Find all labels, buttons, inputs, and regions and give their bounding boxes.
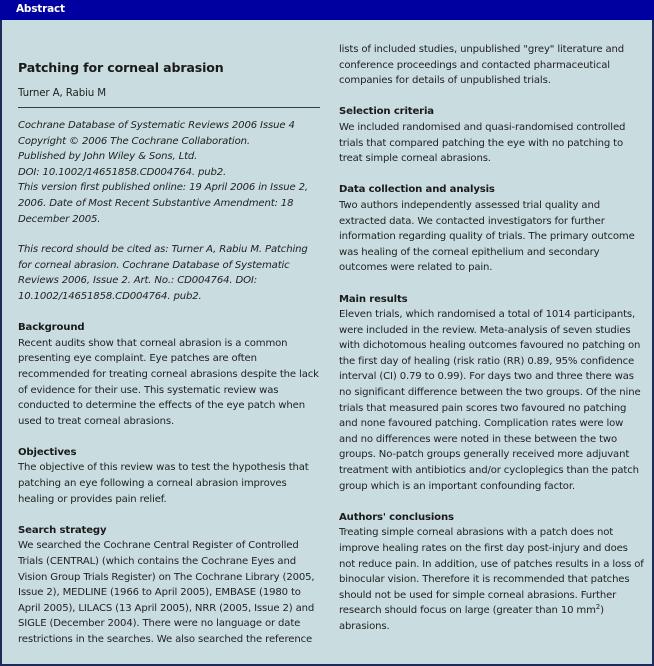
section-background	[18, 320, 320, 429]
citation-doi: DOI: 10.1002/14651858.CD004764. pub2.	[18, 166, 227, 178]
left-column	[18, 42, 320, 648]
article-authors: Turner A, Rabiu M	[18, 86, 320, 108]
section-objectives	[18, 445, 320, 507]
abstract-panel	[0, 20, 654, 666]
conclusions-heading: Authors' conclusions	[339, 511, 454, 523]
data-collection-heading: Data collection and analysis	[339, 184, 495, 196]
cite-as-note: This record should be cited as: Turner A, Rabiu M. Patching for corneal abrasion. Cochrane Database of Systematic Reviews 2006, Issue 2. Art. No.: CD004764. DOI: 10.1002/14651858.CD004764. pub2.	[18, 244, 308, 302]
section-search-strategy	[18, 523, 320, 648]
search-strategy-text-part1: We searched the Cochrane Central Register of Controlled Trials (CENTRAL) (which contains the Cochrane Eyes and Vision Group Trials Register) on The Cochrane Library (2005, Issue 2), MEDLINE (1966 to April 2005), EMBASE (1980 to April 2005), LILACS (13 April 2005), NRR (2005, Issue 2) and SIGLE (December 2004). There were no language or date restrictions in the searches. We also searched the reference	[18, 540, 315, 645]
selection-criteria-text: We included randomised and quasi-randomised controlled trials that compared patching the eye with no patching to treat simple corneal abrasions.	[339, 121, 626, 165]
search-strategy-heading: Search strategy	[18, 524, 107, 536]
selection-criteria-heading: Selection criteria	[339, 106, 434, 118]
citation-journal: Cochrane Database of Systematic Reviews 2006 Issue 4	[18, 120, 295, 131]
search-strategy-text-part2: lists of included studies, unpublished "grey" literature and conference proceedings and contacted pharmaceutical companies for details of unpublished trials.	[339, 44, 625, 87]
citation-copyright: Copyright © 2006 The Cochrane Collaboration.	[18, 135, 250, 147]
section-authors-conclusions	[339, 510, 644, 635]
section-selection-criteria	[339, 104, 644, 166]
citation-publisher: Published by John Wiley & Sons, Ltd.	[18, 151, 198, 163]
abstract-header-title: Abstract	[16, 3, 65, 15]
citation-block	[18, 118, 320, 227]
objectives-text: The objective of this review was to test the hypothesis that patching an eye following a corneal abrasion improves healing or provides pain relief.	[18, 462, 309, 505]
objectives-heading: Objectives	[18, 446, 77, 458]
abstract-header-bar	[0, 0, 654, 20]
section-main-results	[339, 292, 644, 495]
background-heading: Background	[18, 322, 85, 334]
main-results-heading: Main results	[339, 293, 408, 305]
data-collection-text: Two authors independently assessed trial quality and extracted data. We contacted investigators for further information regarding quality of trials. The primary outcome was healing of the corneal epithelium and secondary outcomes were related to pain.	[339, 199, 635, 274]
article-title: Patching for corneal abrasion	[18, 60, 224, 75]
citation-version-history: This version first published online: 19 April 2006 in Issue 2, 2006. Date of Most Recent Substantive Amendment: 18 December 2005.	[18, 182, 308, 225]
conclusions-text-end: ) abrasions.	[339, 605, 604, 632]
right-column	[339, 42, 644, 635]
conclusions-text-main: Treating simple corneal abrasions with a patch does not improve healing rates on the first day post-injury and does not reduce pain. In addition, use of patches results in a loss of binocular vision. Therefore it is recommended that patches should not be used for simple corneal abrasions. Further research should focus on large (greater than 10 mm	[339, 527, 644, 617]
section-data-collection	[339, 182, 644, 276]
main-results-text: Eleven trials, which randomised a total of 1014 participants, were included in the review. Meta-analysis of seven studies with dichotomous healing outcomes favoured no patching on the first day of healing (risk ratio (RR) 0.89, 95% confidence interval (CI) 0.79 to 0.99). For days two and three there was no significant difference between the two groups. Of the nine trials that measured pain scores two favoured no patching and none favoured patching. Complication rates were low and no differences were noted in these between the two groups. No-patch groups generally received more adjuvant treatment with antibiotics and/or cycloplegics than the patch group which is an important confounding factor.	[339, 309, 641, 492]
conclusions-text	[339, 525, 644, 634]
squared-superscript: 2	[595, 603, 601, 612]
background-text: Recent audits show that corneal abrasion is a common presenting eye complaint. Eye patches are often recommended for treating corneal abrasions despite the lack of evidence for their use. This systematic review was conducted to determine the effects of the eye patch when used to treat corneal abrasions.	[18, 337, 319, 427]
